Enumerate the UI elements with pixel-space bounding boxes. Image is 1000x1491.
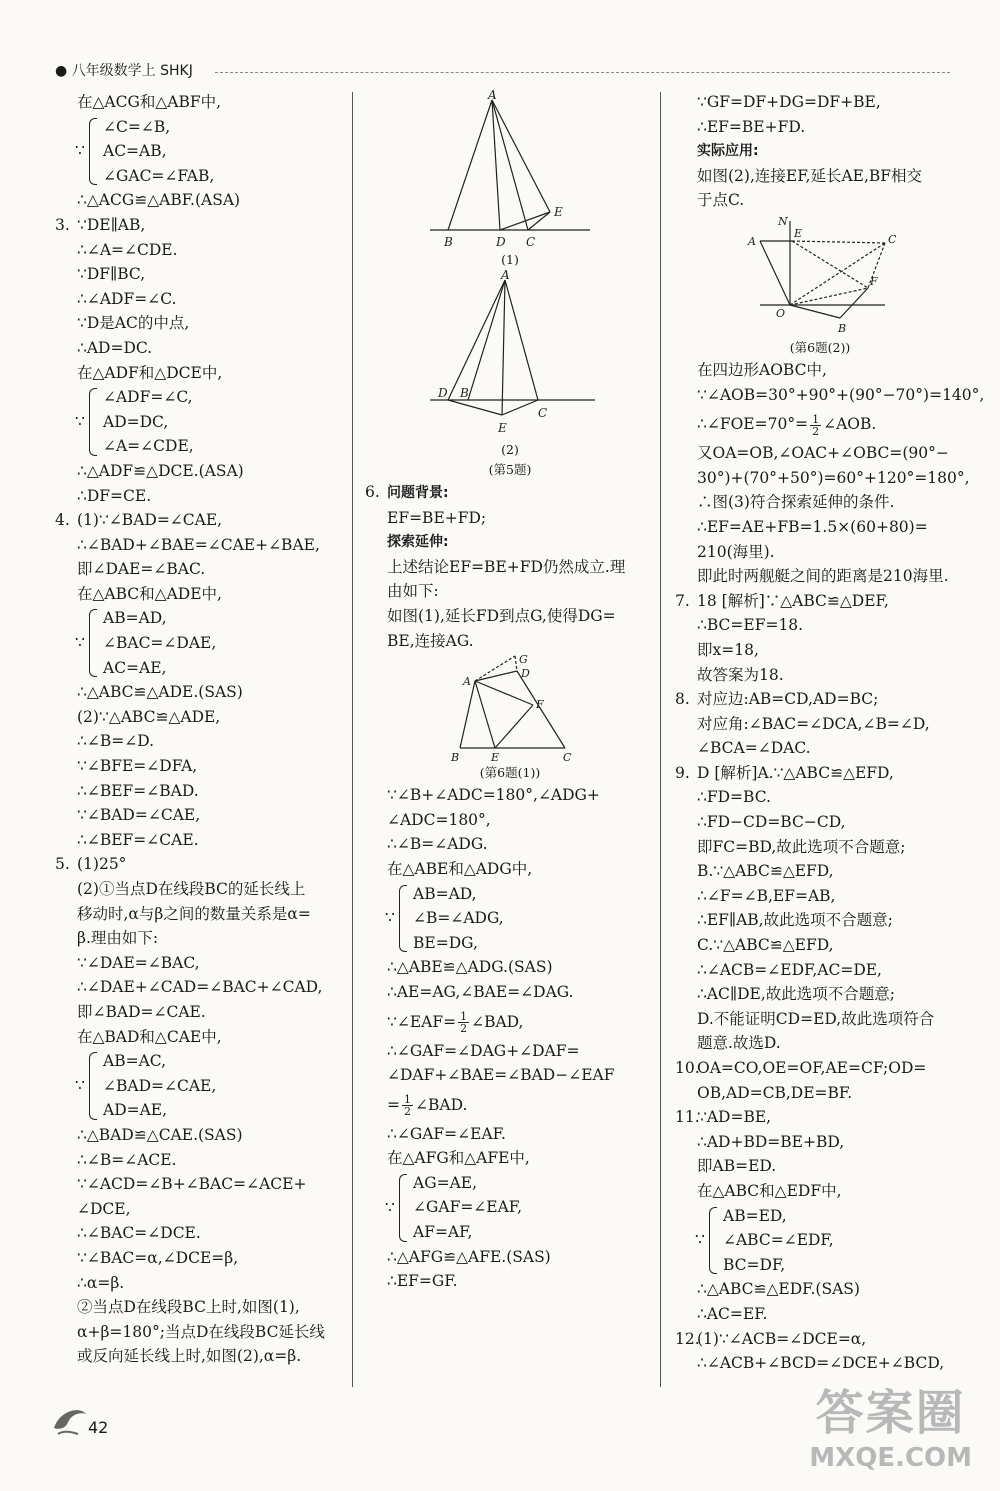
svg-text:N: N [778, 214, 788, 228]
problem-number: 12. [675, 1329, 700, 1348]
svg-text:B: B [460, 386, 469, 400]
svg-text:A: A [501, 270, 510, 282]
problem-number: 5. [55, 855, 70, 874]
problem-number: 9. [675, 763, 690, 782]
svg-text:G: G [519, 653, 528, 667]
svg-text:F: F [870, 274, 878, 288]
dolphin-logo-icon [50, 1400, 90, 1440]
fraction: $\frac{1}{2}$ [404, 1093, 411, 1119]
problem-number: 3. [55, 215, 70, 234]
problem-number: 4. [55, 511, 70, 530]
figure-caption: (第6题(2)) [789, 339, 851, 355]
svg-text:E: E [498, 421, 507, 435]
figure-6-2 [740, 213, 900, 338]
answer-column-3: ∵GF=DF+DG=DF+BE, ∴EF=BE+FD. 实际应用: 如图(2),连接EF,延长AE,BF相交 于点C. N A E C F O B (第6题(2)) 在四边形AOBC中, ∵∠AOB=30°+90°+(90°−70°)=140°, ∴∠FOE=70°= $\frac{1}{2}$ ∠AOB. 又OA=OB,∠OAC+∠OBC=(90°− 30°)+(70°+50°)=60°+120°=180°, ∴图(3)符合探索延伸的条件. ∴EF=AE+FB=1.5×(60+80)= 210(海里). 即此时两舰艇之间的距离是210海里. 7. 18 [解析]∵△ABC≌△DEF, ∴BC=EF=18. 即x=18, 故答案为18. 8. 对应边:AB=CD,AD=BC; 对应角:∠BAC=∠DCA,∠B=∠D, ∠BCA=∠DAC. 9. D [解析]A.∵△ABC≌△EFD, ∴FD=BC. ∴FD−CD=BC−CD, 即FC=BD,故此选项不合题意; B.∵△ABC≌△EFD, ∴∠F=∠B,EF=AB, ∴EF∥AB,故此选项不合题意; C.∵△ABC≌△EFD, ∴∠ACB=∠EDF,AC=DE, ∴AC∥DE,故此选项不合题意; D.不能证明CD=ED,故此选项符合 题意.故选D. 10.OA=CO,OE=OF,AE=CF;OD= OB,AD=CB,DE=BF. 11.∵AD=BE, ∴AD+BD=BE+BD, 即AB=ED. 在△ABC和△EDF中, ∵ AB=ED, ∠ABC=∠EDF, BC=DF, ∴△ABC≌△EDF.(SAS) ∴AC=EF. 12.(1)∵∠ACB=∠DCE=α, ∴∠ACB+∠BCD=∠DCE+∠BCD, [675, 93, 985, 1373]
column-divider [660, 92, 661, 1387]
page-number: 42 [88, 1418, 109, 1437]
fraction: $\frac{1}{2}$ [460, 1010, 468, 1035]
text-line: ∴△ACG≌△ABF.(ASA) [77, 191, 241, 210]
svg-text:E: E [491, 751, 500, 764]
condition-brace: ∵ AB=AD, ∠BAC=∠DAE, AC=AE, [75, 609, 217, 677]
svg-text:F: F [536, 698, 544, 712]
svg-text:C: C [563, 751, 572, 764]
svg-text:C: C [888, 232, 897, 246]
svg-text:B: B [444, 235, 453, 249]
text-line: 在△ACG和△ABF中, [77, 93, 222, 111]
svg-text:C: C [538, 406, 548, 420]
column-divider [352, 92, 353, 1387]
svg-text:A: A [463, 675, 471, 689]
svg-text:C: C [526, 235, 536, 249]
condition-brace: ∵ ∠ADF=∠C, AD=DC, ∠A=∠CDE, [75, 388, 194, 456]
problem-number: 8. [675, 690, 690, 709]
svg-text:E: E [554, 205, 563, 219]
figure-caption: (第5题) [488, 462, 532, 477]
svg-text:E: E [794, 226, 803, 240]
answer-column-2: A B D C E (1) A D B E C (2) (第5题) 6. 问题背景: EF=BE+FD; 探索延伸: 上述结论EF=BE+FD仍然成立.理 由如下: 如图(1),延长FD到点G,使得DG= BE,连接AG. G D A F B E C (第6题(1)) ∵∠B+∠ADC=180°,∠ADG+ ∠ADC=180°, ∴∠B=∠ADG. 在△ABE和△ADG中, ∵ AB=AD, ∠B=∠ADG, BE=DG, ∴△ABE≌△ADG.(SAS) ∴AE=AG,∠BAE=∠DAG. ∵∠EAF= $\frac{1}{2}$ ∠BAD, ∴∠GAF=∠DAG+∠DAF= ∠DAF+∠BAE=∠BAD−∠EAF = $\frac{1}{2}$ ∠BAD. ∴∠GAF=∠EAF. 在△AFG和△AFE中, ∵ AG=AE, ∠GAF=∠EAF, AF=AF, ∴△AFG≌△AFE.(SAS) ∴EF=GF. [365, 90, 655, 1294]
figure-caption: (2) [501, 442, 519, 457]
svg-text:B: B [451, 751, 460, 764]
problem-number: 10. [675, 1059, 700, 1077]
problem-number: 11. [675, 1108, 700, 1127]
watermark: 答案圈 MXQE.COM [809, 1385, 972, 1473]
condition-brace: ∵ ∠C=∠B, AC=AB, ∠GAC=∠FAB, [75, 117, 215, 185]
figure-caption: (1) [501, 252, 519, 267]
figure-5-2 [420, 270, 600, 440]
problem-number: 6. [365, 483, 380, 501]
svg-text:A: A [748, 234, 756, 248]
answer-column-1: 在△ACG和△ABF中, ∵ ∠C=∠B, AC=AB, ∠GAC=∠FAB, ∴△ACG≌△ABF.(ASA) 3. ∵DE∥AB, ∴∠A=∠CDE. ∵DF∥BC, ∴∠ADF=∠C. ∵D是AC的中点, ∴AD=DC. 在△ADF和△DCE中, ∵ ∠ADF=∠C, AD=DC, ∠A=∠CDE, ∴△ADF≌△DCE.(ASA) ∴DF=CE. 4. (1)∵∠BAD=∠CAE, ∴∠BAD+∠BAE=∠CAE+∠BAE, 即∠DAE=∠BAC. 在△ABC和△ADE中, ∵ AB=AD, ∠BAC=∠DAE, AC=AE, ∴△ABC≌△ADE.(SAS) (2)∵△ABC≌△ADE, ∴∠B=∠D. ∵∠BFE=∠DFA, ∴∠BEF=∠BAD. ∵∠BAD=∠CAE, ∴∠BEF=∠CAE. 5. (1)25° (2)①当点D在线段BC的延长线上 移动时,α与β之间的数量关系是α= β.理由如下: ∵∠DAE=∠BAC, ∴∠DAE+∠CAD=∠BAC+∠CAD, 即∠BAD=∠CAE. 在△BAD和△CAE中, ∵ AB=AC, ∠BAD=∠CAE, AD=AE, ∴△BAD≌△CAE.(SAS) ∴∠B=∠ACE. ∵∠ACD=∠B+∠BAC=∠ACE+ ∠DCE, ∴∠BAC=∠DCE. ∵∠BAC=α,∠DCE=β, ∴α=β. ②当点D在线段BC上时,如图(1), α+β=180°;当点D在线段BC延长线 或反向延长线上时,如图(2),α=β. [55, 90, 345, 1369]
problem-number: 7. [675, 591, 690, 610]
condition-brace: ∵ AB=AC, ∠BAD=∠CAE, AD=AE, [75, 1052, 217, 1120]
svg-text:A: A [488, 90, 497, 102]
header-title: 八年级数学上 SHKJ [71, 63, 193, 79]
figure-6-1 [445, 653, 575, 763]
svg-text:O: O [776, 306, 786, 320]
condition-brace: ∵ AB=AD, ∠B=∠ADG, BE=DG, [385, 884, 504, 952]
fraction: $\frac{1}{2}$ [812, 412, 820, 438]
svg-text:D: D [496, 235, 506, 249]
svg-text:D: D [438, 386, 448, 400]
condition-brace: ∵ AB=ED, ∠ABC=∠EDF, BC=DF, [695, 1206, 834, 1274]
condition-brace: ∵ AG=AE, ∠GAF=∠EAF, AF=AF, [385, 1173, 523, 1242]
svg-text:B: B [838, 321, 847, 335]
figure-caption: (第6题(1)) [479, 765, 541, 781]
svg-text:D: D [521, 667, 530, 681]
running-header: ● 八年级数学上 SHKJ [55, 63, 193, 79]
header-rule [215, 72, 950, 73]
figure-5-1 [420, 90, 600, 250]
